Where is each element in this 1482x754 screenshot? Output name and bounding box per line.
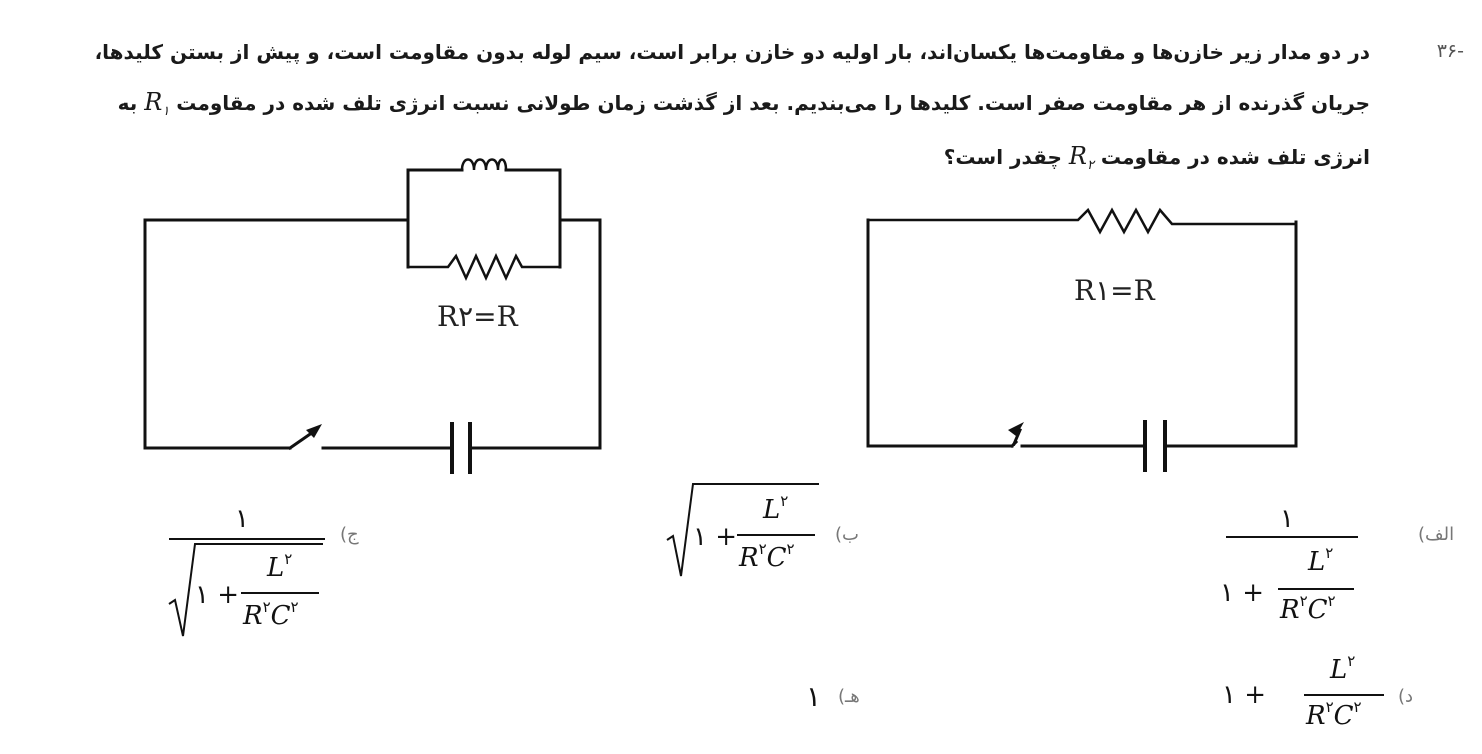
question-line-2-text: جریان گذرنده از هر مقاومت صفر است. کلیدها را می‌بندیم. بعد از گذشت زمان طولانی نسبت انرژی تلف شده در مقاومت: [176, 91, 1370, 115]
left-resistor-label: R۲=R: [437, 300, 518, 333]
question-line-3-end: چقدر است؟: [943, 145, 1062, 169]
right-resistor-label: R۱=R: [1074, 274, 1155, 307]
left-resistor: [408, 256, 560, 278]
option-jim-expression[interactable]: ۱ ۱ + $L^۲$ $R^۲C^۲$: [165, 500, 330, 650]
var-r2: $R_۲$: [1068, 142, 1094, 173]
option-he-value[interactable]: ۱: [806, 680, 822, 713]
option-jim-label[interactable]: ج): [340, 524, 359, 545]
inductor-coil: [462, 160, 506, 171]
var-r1: $R_۱$: [144, 88, 170, 119]
right-switch-arrow: [1008, 422, 1024, 436]
option-he-label[interactable]: هـ): [838, 686, 860, 707]
question-line-2-end: به: [117, 91, 138, 115]
right-circuit: [868, 210, 1296, 470]
option-be-label[interactable]: ب): [835, 524, 859, 545]
option-dal-expression[interactable]: ۱ + $L^۲$ $R^۲C^۲$: [1220, 650, 1390, 754]
question-line-1: در دو مدار زیر خازن‌ها و مقاومت‌ها یکسان‌اند، بار اولیه دو خازن برابر است، سیم لوله بدون مقاومت است، و پیش از بستن کلیدها،: [94, 40, 1370, 64]
question-line-3-text: انرژی تلف شده در مقاومت: [1100, 145, 1370, 169]
option-alef-label[interactable]: الف): [1418, 524, 1455, 545]
option-be-expression[interactable]: ۱ + $L^۲$ $R^۲C^۲$: [665, 478, 825, 588]
option-dal-label[interactable]: د): [1398, 686, 1414, 707]
question-number: ۳۶-: [1436, 40, 1464, 62]
left-circuit: [145, 160, 600, 473]
right-resistor: [868, 210, 1296, 232]
option-alef-expression[interactable]: ۱ ۱ + $L^۲$ $R^۲C^۲$: [1220, 500, 1360, 640]
